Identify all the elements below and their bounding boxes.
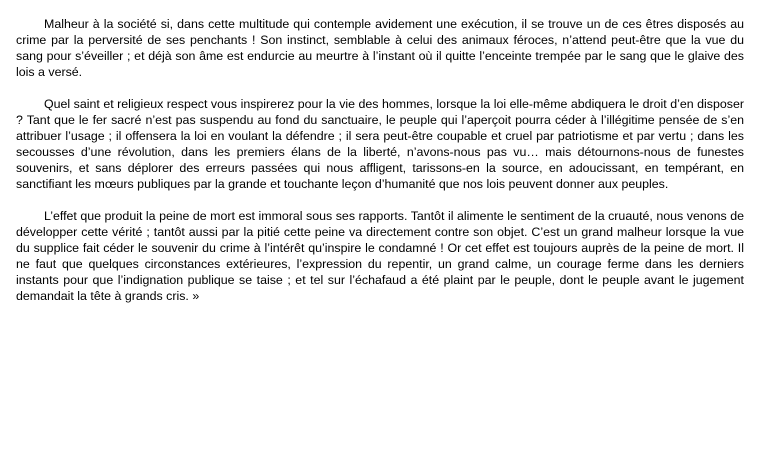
paragraph-3: L’effet que produit la peine de mort est immoral sous ses rapports. Tantôt il alimente le sentiment de la cruauté, nous venons de développer cette vérité ; tantôt aussi par la pitié cette peine va directement contre son objet. C’est un grand malheur lorsque la vue du supplice fait céder le souvenir du crime à l’intérêt qu’inspire le condamné ! Or cet effet est toujours auprès de la peine de mort. Il ne faut que quelques circonstances extérieures, l’expression du repentir, un grand calme, un courage ferme dans les derniers instants pour que l’indignation publique se taise ; et tel sur l’échafaud a été plaint par le peuple, dont le peuple avant le jugement demandait la tête à grands cris. » [16,209,744,303]
paragraph-1: Malheur à la société si, dans cette multitude qui contemple avidement une exécution, il se trouve un de ces êtres disposés au crime par la perversité de ses penchants ! Son instinct, semblable à celui des animaux féroces, n’attend peut-être que la vue du sang pour s’éveiller ; et déjà son âme est endurcie au meurtre à l’instant où il quitte l’enceinte trempée par le sang que le glaive des lois a versé. [16,17,744,79]
document-body [16,16,744,320]
paragraph-2: Quel saint et religieux respect vous inspirerez pour la vie des hommes, lorsque la loi elle-même abdiquera le droit d’en disposer ? Tant que le fer sacré n’est pas suspendu au fond du sanctuaire, le peuple qui l’aperçoit pourra céder à l’illégitime pensée de s’en attribuer l’usage ; il offensera la loi en voulant la défendre ; il sera peut-être coupable et cruel par patriotisme et par vertu ; dans les secousses d’une révolution, dans les premiers élans de la liberté, n’avons-nous pas vu… mais détournons-nous de funestes souvenirs, et sans déplorer des erreurs passées qui nous affligent, tarissons-en la source, en adoucissant, en tempérant, en sanctifiant les mœurs publiques par la grande et touchante leçon d’humanité que nos lois peuvent donner aux peuples. [16,97,744,191]
